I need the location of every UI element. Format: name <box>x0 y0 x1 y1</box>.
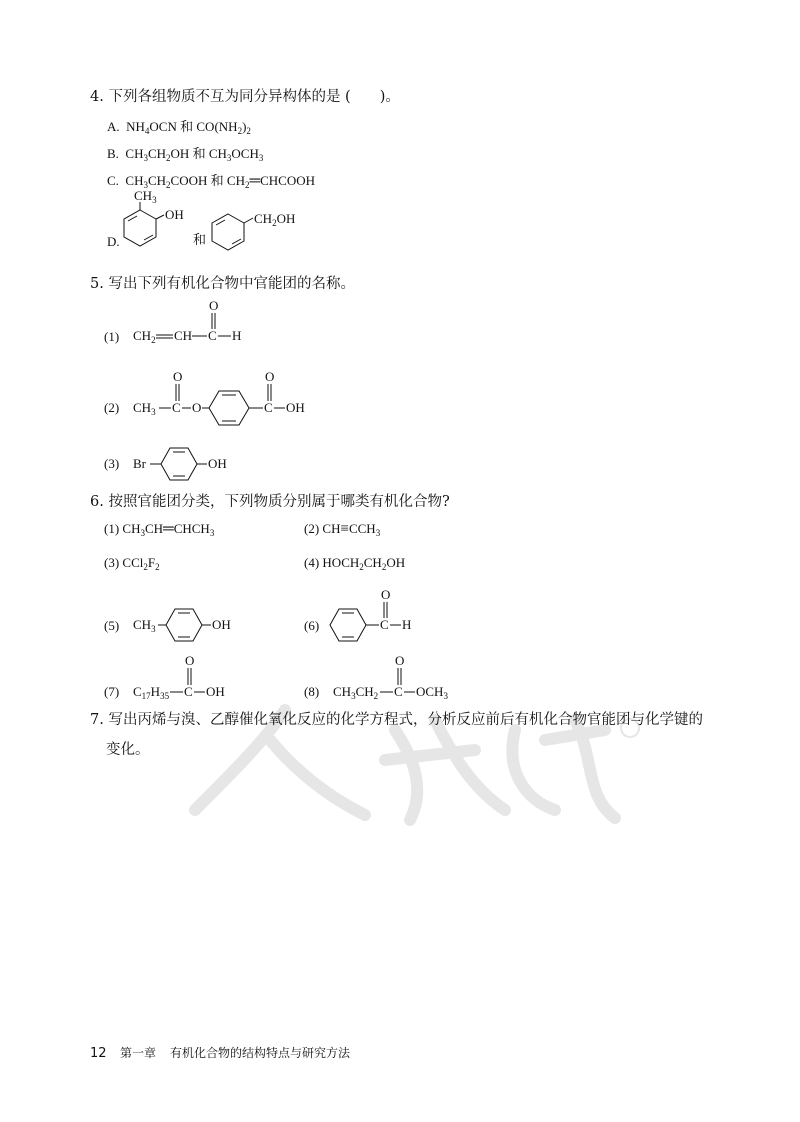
q6-item-4: (4) $HOCH_2CH_2OH$ <box>304 555 406 572</box>
svg-text:C: C <box>380 617 389 632</box>
ch2oh-label: $CH_2OH$ <box>254 211 296 228</box>
q6-item-1: (1) $CH_3CH═CHCH_3$ <box>104 521 215 538</box>
chapter-title: 有机化合物的结构特点与研究方法 <box>170 1046 351 1060</box>
svg-text:OH: OH <box>206 684 225 699</box>
svg-text:C: C <box>184 684 193 699</box>
q4-option-b: B. $CH_3CH_2OH$ 和 $CH_3OCH_3$ <box>107 146 264 163</box>
q4-option-d-conj: 和 <box>193 233 207 248</box>
q4-option-d-label: D. <box>107 234 120 249</box>
svg-text:OH: OH <box>212 617 231 632</box>
svg-text:Br: Br <box>133 456 146 471</box>
svg-text:CH: CH <box>174 328 193 343</box>
p-cresol-structure <box>133 600 253 645</box>
acetoxybenzoic-acid-structure <box>133 368 333 428</box>
svg-text:CH3CH2: $CH_3CH_2$ <box>333 684 379 701</box>
hydroxyl-label: OH <box>165 207 184 222</box>
svg-text:O: O <box>395 653 405 668</box>
svg-text:OH: OH <box>208 456 227 471</box>
bromophenol-structure <box>133 440 253 485</box>
q6-item-2: (2) $CH\equiv CCH_3$ <box>304 521 381 538</box>
svg-text:O: O <box>209 298 219 313</box>
svg-text:O: O <box>265 369 275 384</box>
stearic-acid-structure <box>133 653 253 703</box>
svg-text:CH2: $CH_2$ <box>133 328 156 345</box>
q6-item-8-number: (8) <box>304 684 320 699</box>
svg-text:C17H35: $C_{17}H_{35}$ <box>133 684 170 701</box>
svg-text:H: H <box>232 328 242 343</box>
svg-text:O: O <box>381 587 391 602</box>
chapter-label: 第一章 <box>120 1046 157 1060</box>
o-cresol-structure <box>120 188 200 254</box>
q4-option-c: C. $CH_3CH_2COOH$ 和 $CH_2═CHCOOH$ <box>107 173 316 190</box>
benzaldehyde-structure <box>330 588 430 648</box>
q4-stem: 4. 下列各组物质不互为同分异构体的是 ( )。 <box>90 89 400 105</box>
benzyl-alcohol-structure <box>212 208 302 258</box>
q5-item-2-number: (2) <box>104 400 120 415</box>
svg-text:C: C <box>172 400 181 415</box>
q5-stem: 5. 写出下列有机化合物中官能团的名称。 <box>90 276 355 292</box>
q6-item-6-number: (6) <box>304 618 320 633</box>
q6-item-5-number: (5) <box>104 618 120 633</box>
q7-line-2: 变化。 <box>106 742 150 758</box>
q5-item-3-number: (3) <box>104 456 120 471</box>
q6-item-7-number: (7) <box>104 684 120 699</box>
q6-item-3: (3) $CCl_2F_2$ <box>104 555 160 572</box>
q6-stem: 6. 按照官能团分类，下列物质分别属于哪类有机化合物? <box>90 494 450 510</box>
q4-option-a: A. $NH_4OCN$ 和 $CO(NH_2)_2$ <box>107 119 251 136</box>
svg-text:O: O <box>185 653 195 668</box>
svg-text:CH3: $CH_3$ <box>133 400 156 417</box>
svg-text:OH: OH <box>286 400 305 415</box>
svg-text:OCH3: $OCH_3$ <box>416 684 448 701</box>
svg-text:O: O <box>173 369 183 384</box>
svg-text:O: O <box>192 400 202 415</box>
svg-text:C: C <box>208 328 217 343</box>
acrolein-structure <box>133 298 253 348</box>
svg-text:C: C <box>264 400 273 415</box>
q7-line-1: 7. 写出丙烯与溴、乙醇催化氧化反应的化学方程式，分析反应前后有机化合物官能团与化学键的 <box>90 712 703 728</box>
methyl-label: $CH_3$ <box>134 188 157 205</box>
svg-text:C: C <box>394 684 403 699</box>
methyl-propanoate-structure <box>333 653 473 703</box>
svg-text:CH3: $CH_3$ <box>133 617 156 634</box>
svg-text:H: H <box>402 617 412 632</box>
page-number: 12 <box>90 1046 107 1061</box>
q5-item-1-number: (1) <box>104 329 120 344</box>
